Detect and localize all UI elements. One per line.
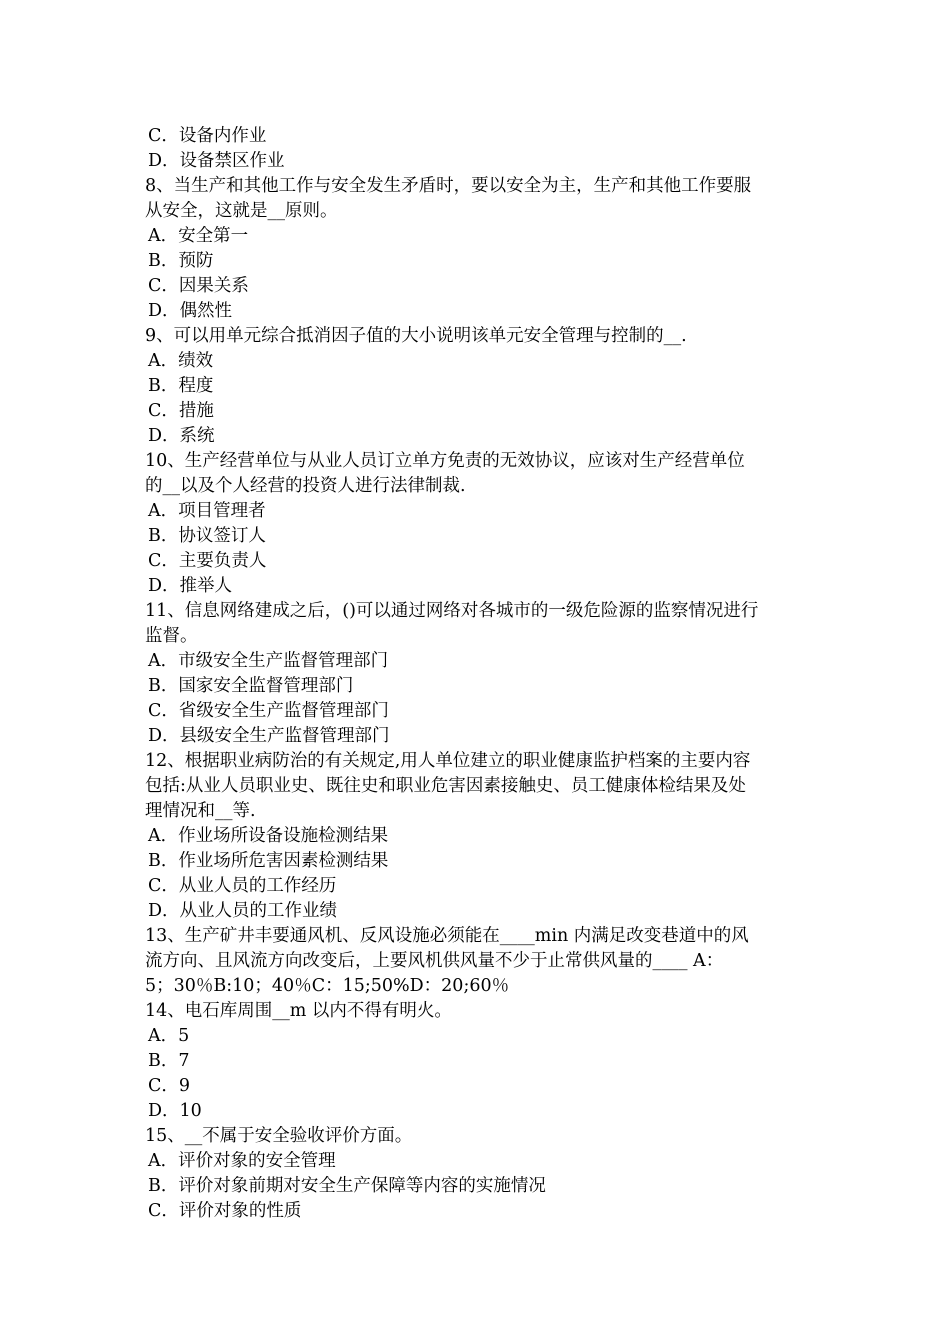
answer-option: D．10 <box>148 1101 202 1121</box>
question-text: 的__以及个人经营的投资人进行法律制裁. <box>145 476 466 496</box>
question-text: 13、生产矿井丰要通风机、反风设施必须能在____min 内满足改变巷道中的风 <box>145 926 749 946</box>
question-text: 包括:从业人员职业史、既往史和职业危害因素接触史、员工健康体检结果及处 <box>145 776 746 796</box>
question-text: 5；30％B:10；40％C：15;50%D：20;60％ <box>145 976 510 996</box>
answer-option: C．主要负责人 <box>148 551 267 571</box>
answer-option: B．预防 <box>148 251 214 271</box>
answer-option: C．措施 <box>148 401 214 421</box>
question-text: 8、当生产和其他工作与安全发生矛盾时，要以安全为主，生产和其他工作要服 <box>145 176 752 196</box>
question-text: 14、电石库周围__m 以内不得有明火。 <box>145 1001 452 1021</box>
question-text: 10、生产经营单位与从业人员订立单方免责的无效协议，应该对生产经营单位 <box>145 451 745 471</box>
answer-option: D．系统 <box>148 426 215 446</box>
answer-option: B．评价对象前期对安全生产保障等内容的实施情况 <box>148 1176 546 1196</box>
question-text: 15、__不属于安全验收评价方面。 <box>145 1126 413 1146</box>
answer-option: D．从业人员的工作业绩 <box>148 901 338 921</box>
question-text: 从安全，这就是__原则。 <box>145 201 338 221</box>
answer-option: C．从业人员的工作经历 <box>148 876 337 896</box>
answer-option: A．市级安全生产监督管理部门 <box>148 651 389 671</box>
answer-option: A．项目管理者 <box>148 501 266 521</box>
question-text: 12、根据职业病防治的有关规定,用人单位建立的职业健康监护档案的主要内容 <box>145 751 751 771</box>
answer-option: D．推举人 <box>148 576 233 596</box>
question-text: 11、信息网络建成之后，()可以通过网络对各城市的一级危险源的监察情况进行 <box>145 601 759 621</box>
document-page <box>145 124 810 1224</box>
answer-option: B．协议签订人 <box>148 526 266 546</box>
question-text: 监督。 <box>145 626 198 646</box>
answer-option: B．国家安全监督管理部门 <box>148 676 354 696</box>
question-text: 理情况和__等. <box>145 801 256 821</box>
answer-option: B．程度 <box>148 376 214 396</box>
answer-option: C．9 <box>148 1076 191 1096</box>
answer-option: D．县级安全生产监督管理部门 <box>148 726 390 746</box>
answer-option: A．安全第一 <box>148 226 249 246</box>
answer-option: C．设备内作业 <box>148 126 267 146</box>
answer-option: D．设备禁区作业 <box>148 151 285 171</box>
question-text: 9、可以用单元综合抵消因子值的大小说明该单元安全管理与控制的__. <box>145 326 687 346</box>
answer-option: B．7 <box>148 1051 190 1071</box>
answer-option: D．偶然性 <box>148 301 233 321</box>
answer-option: C．评价对象的性质 <box>148 1201 302 1221</box>
answer-option: C．省级安全生产监督管理部门 <box>148 701 389 721</box>
question-text: 流方向、且风流方向改变后，上要风机供风量不少于止常供风量的____ A： <box>145 951 724 971</box>
answer-option: C．因果关系 <box>148 276 249 296</box>
answer-option: A．作业场所设备设施检测结果 <box>148 826 389 846</box>
answer-option: B．作业场所危害因素检测结果 <box>148 851 389 871</box>
answer-option: A．评价对象的安全管理 <box>148 1151 336 1171</box>
answer-option: A．5 <box>148 1026 190 1046</box>
answer-option: A．绩效 <box>148 351 214 371</box>
